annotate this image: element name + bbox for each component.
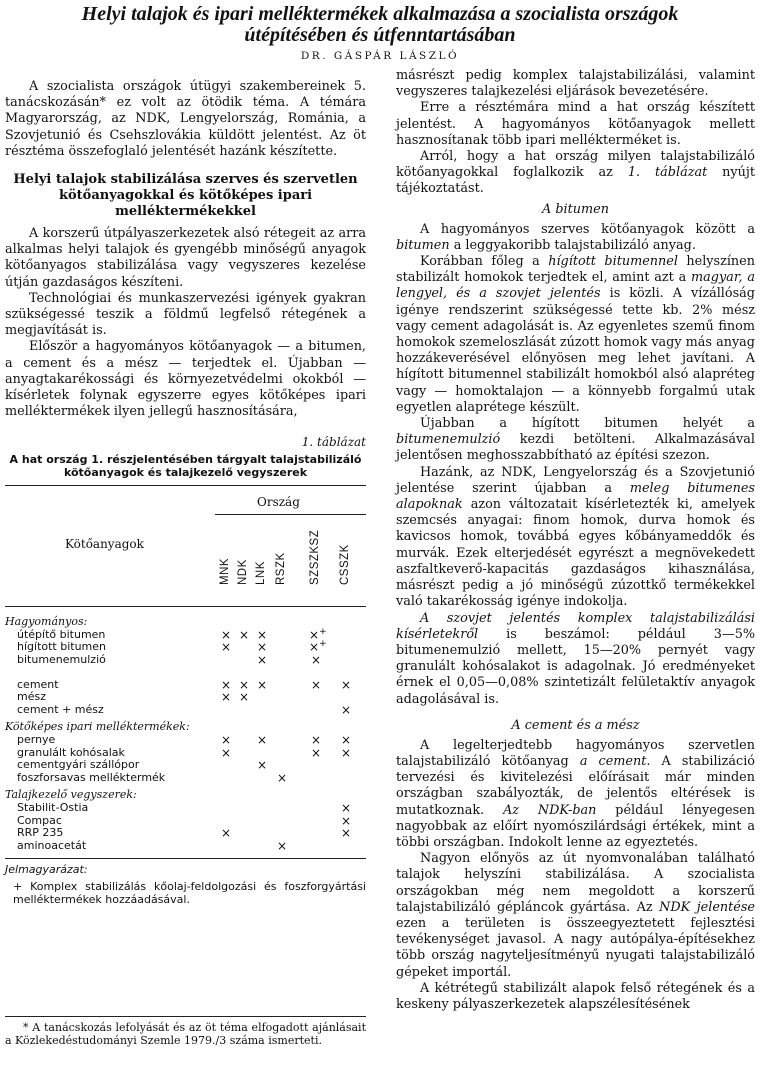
column-header-label: MNK — [219, 558, 231, 586]
column-header-csszk — [337, 520, 355, 602]
cell-mark: × — [340, 826, 352, 841]
table-row — [5, 827, 366, 840]
table-row — [5, 666, 366, 679]
row-label: cement + mész — [17, 702, 104, 716]
column-header-label: SZSZKSZ — [309, 530, 321, 586]
paragraph: Korábban főleg a hígított bitumennel helyszínen stabilizált homokok terjedtek el, amint azt a magyar, a lengyel, és a szovjet jelentés is közli. A vízállóság igénye rendszerint szükségessé tette kb. 2% mész vagy cement adagolását is. Az egyenletes szemű finom homokok szemeloszlását zúzott homok vagy más anyag hozzákeverésével előnyösen meg lehet javítani. A hígított bitumennel stabilizált homokból alsó alapréteg vagy — homoktalajon — a könnyebb forgalmú utak egyetlen alaprétege készült. — [396, 254, 755, 415]
paragraph: A szocialista országok útügyi szakembereinek 5. tanácskozásán* ez volt az ötödik téma. A témára Magyarország, az NDK, Lengyelország, Románia, a Szovjetunió és Csehszlovákia küldött jelentést. Az öt résztéma összefoglaló jelentését hazánk készítette. — [5, 79, 366, 159]
row-header: Kötőanyagok — [65, 536, 144, 551]
cell-mark: × — [340, 801, 352, 816]
row-label: cementgyári szállópor — [17, 758, 140, 772]
subheading-bitumen: A bitumen — [542, 201, 609, 217]
cell-mark: × — [238, 690, 250, 705]
cell-mark: × — [310, 745, 322, 760]
row-label: Stabilit-Ostia — [17, 801, 89, 815]
paragraph: A hagyományos szerves kötőanyagok között a bitumen a leggyakoribb talajstabilizáló anyag. — [396, 221, 755, 253]
table-header — [5, 486, 366, 607]
table-row — [5, 759, 366, 772]
paragraph: Technológiai és munkaszervezési igények gyakran szükségessé teszik a földmű legfelső rétegének a megjavítását is. — [5, 290, 366, 339]
column-header-ndk — [235, 520, 253, 602]
row-label: útépítő bitumen — [17, 627, 106, 641]
cell-mark: × — [220, 733, 232, 748]
cell-mark: × — [220, 745, 232, 760]
cell-mark: × — [340, 745, 352, 760]
paragraph: Erre a résztémára mind a hat ország készített jelentést. A hagyományos kötőanyagok mellett hasznosítanak több ipari mellékterméket is. — [396, 100, 755, 148]
cell-mark: × — [310, 677, 322, 692]
cell-mark: × — [276, 770, 288, 785]
cell-mark: × — [238, 677, 250, 692]
right-column — [396, 68, 755, 1013]
footnote — [5, 1016, 366, 1047]
header-divider — [215, 514, 366, 515]
cell-mark: × — [220, 690, 232, 705]
legend-heading: Jelmagyarázat: — [5, 863, 88, 877]
left-column — [5, 79, 366, 906]
row-label: granulált kohósalak — [17, 745, 125, 759]
paragraph: A szovjet jelentés komplex talajstabilizálási kísérletekről is beszámol: például 3—5% bitumenemulzió mellett, 15—20% pernyét vagy granulált kohósalakot is adagolnak. Jó eredményeket érnek el 0,05—0,08% szintetizált felületaktív anyagok adagolásával is. — [396, 610, 755, 707]
cell-mark: × — [310, 652, 322, 667]
author: DR. GÁSPÁR LÁSZLÓ — [300, 50, 460, 62]
table-group-heading: Hagyományos: — [5, 614, 88, 628]
paragraph: A legelterjedtebb hagyományos szervetlen talajstabilizáló kötőanyag a cement. A stabilizáció tervezési és kivitelezési előírásait már minden országban szabályozták, de jelentős eltérések is mutatkoznak. Az NDK-ban például lényegesen nagyobbak az előírt nyomószilárdsági értékek, mint a többi országban. Indokolt lenne az egyeztetés. — [396, 737, 755, 850]
article-title-line1: Helyi talajok és ipari melléktermékek alkalmazása a szocialista országok — [81, 3, 679, 25]
cell-mark: × — [340, 813, 352, 828]
cell-mark: × — [340, 733, 352, 748]
table-group-heading: Talajkezelő vegyszerek: — [5, 788, 137, 802]
article-title-line2: útépítésében és útfenntartásában — [244, 24, 516, 46]
table-row — [5, 802, 366, 815]
table-body — [5, 607, 366, 859]
paragraph: Nagyon előnyös az út nyomvonalában található talajok helyszíni stabilizálása. A szocialista országokban még nem megoldott a korszerű talajstabilizáló gépláncok gyártása. Az NDK jelentése ezen a területen is összeegyeztetett fejlesztési tevékenységet javasol. A nagy autópálya-építésekhez több ország nagyteljesítményű nyugati talajstabilizáló gépeket importál. — [396, 851, 755, 980]
row-label: pernye — [17, 733, 56, 747]
table-row — [5, 704, 366, 717]
cell-mark: × — [276, 838, 288, 853]
row-label: mész — [17, 690, 46, 704]
cell-mark: × — [256, 652, 268, 667]
cell-mark: × — [340, 702, 352, 717]
paragraph: Újabban a hígított bitumen helyét a bitumenemulzió kezdi betölteni. Alkalmazásával jelentősen meghosszabbítható az építési szezon. — [396, 416, 755, 464]
table-label: 1. táblázat — [301, 435, 366, 450]
column-header-mnk — [217, 520, 235, 602]
cell-mark: × — [220, 627, 232, 642]
country-header: Ország — [257, 494, 300, 509]
cell-mark: × — [220, 677, 232, 692]
table-row — [5, 679, 366, 692]
paragraph: A korszerű útpályaszerkezetek alsó rétegeit az arra alkalmas helyi talajok és gyengébb minőségű anyagok kötőanyagos stabilizálása vagy vegyszeres kezelése útján gazdaságos készíteni. — [5, 226, 366, 290]
paragraph: Hazánk, az NDK, Lengyelország és a Szovjetunió jelentése szerint újabban a meleg bitumenes alapoknak azon változatait kísérletezték ki, amelyek szemcsés anyagai: finom homok, durva homok és kavicsos homok, továbbá egyes kőbányameddők és murvák. Ezek elterjedését egyrészt a megnövekedett aszfaltkeverő-kapacitás gazdaságos kihasználása, másrészt pedig a jó minőségű zúzottkő termékekkel való takarékosság igénye indokolja. — [396, 464, 755, 610]
table-row — [5, 654, 366, 667]
plus-mark: + — [319, 626, 327, 637]
row-label: foszforsavas melléktermék — [17, 770, 166, 784]
table-legend — [5, 863, 366, 906]
cell-mark: × — [256, 640, 268, 655]
legend-text: + Komplex stabilizálás kőolaj-feldolgozási és foszforgyártási melléktermékek hozzáadásával. — [13, 880, 366, 907]
footnote-text: * A tanácskozás lefolyását és az öt téma elfogadott ajánlásait a Közlekedéstudományi Szemle 1979./3 száma ismerteti. — [5, 1021, 366, 1047]
column-header-label: CSSZK — [339, 544, 351, 586]
cell-mark: ×+ — [309, 639, 327, 655]
subheading-cement: A cement és a mész — [511, 717, 640, 733]
cell-mark: × — [256, 677, 268, 692]
table-group-heading: Kötőképes ipari melléktermékek: — [5, 720, 190, 734]
section-heading: Helyi talajok stabilizálása szerves és szervetlen kötőanyagokkal és kötőképes ipari melléktermékekkel — [13, 172, 358, 220]
cell-mark: × — [220, 640, 232, 655]
table-row — [5, 641, 366, 654]
column-header-lnk — [253, 520, 271, 602]
row-label: hígított bitumen — [17, 640, 107, 654]
cell-mark: × — [256, 758, 268, 773]
column-header-rszk — [273, 520, 291, 602]
table-row — [5, 772, 366, 785]
column-header-label: RSZK — [275, 552, 287, 586]
table-title: A hat ország 1. részjelentésében tárgyalt talajstabilizáló kötőanyagok és talajkezelő vegyszerek — [9, 452, 362, 479]
table-row — [5, 734, 366, 747]
row-label: RRP 235 — [17, 826, 64, 840]
paragraph: másrészt pedig komplex talajstabilizálási, valamint vegyszeres talajkezelési eljárások bevezetésére. — [396, 68, 755, 100]
paragraph: A kétrétegű stabilizált alapok felső rétegének és a keskeny pályaszerkezetek alapszélesítésének — [396, 980, 755, 1012]
cell-mark: × — [310, 733, 322, 748]
column-header-label: NDK — [237, 559, 249, 586]
column-header-label: LNK — [255, 561, 267, 586]
row-label: cement — [17, 677, 59, 691]
row-label: Compac — [17, 813, 62, 827]
cell-mark: × — [238, 627, 250, 642]
table-row — [5, 840, 366, 853]
table-row — [5, 691, 366, 704]
row-label: aminoacetát — [17, 838, 87, 852]
cell-mark: × — [256, 627, 268, 642]
plus-mark: + — [319, 639, 327, 650]
row-label: bitumenemulzió — [17, 652, 106, 666]
column-header-szszksz — [307, 520, 325, 602]
paragraph: Arról, hogy a hat ország milyen talajstabilizáló kötőanyagokkal foglalkozik az 1. táblázat nyújt tájékoztatást. — [396, 149, 755, 197]
cell-mark: × — [340, 677, 352, 692]
cell-mark: × — [220, 826, 232, 841]
cell-mark: ×+ — [309, 626, 327, 642]
cell-mark: × — [256, 733, 268, 748]
table-1 — [5, 485, 366, 860]
paragraph: Először a hagyományos kötőanyagok — a bitumen, a cement és a mész — terjedtek el. Újabban — anyagtakarékossági és környezetvédelmi okokból — kísérletek folynak egyszerre egyes kötőképes ipari melléktermékek ilyen jellegű hasznosítására, — [5, 339, 366, 420]
